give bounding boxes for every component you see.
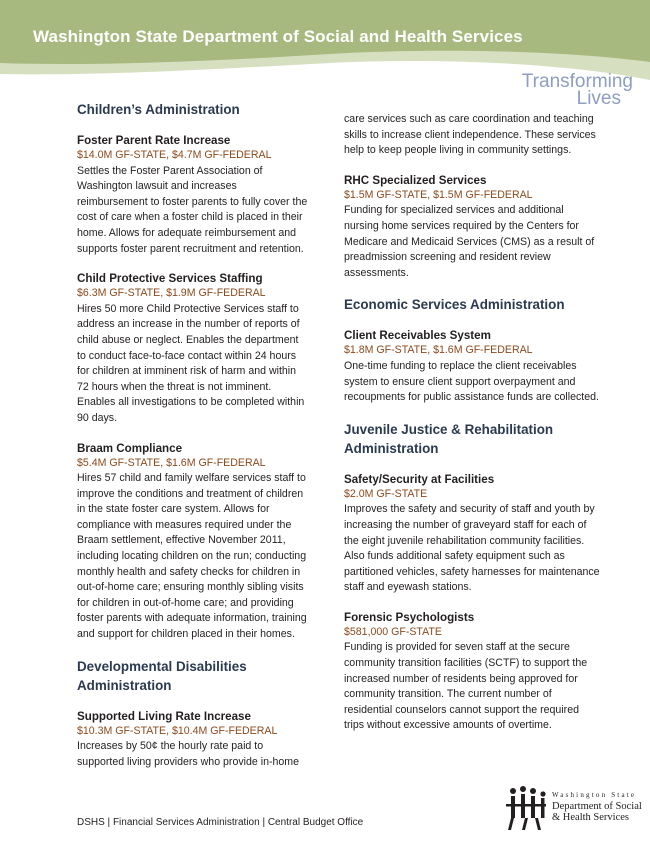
- logo-line-3: & Health Services: [552, 812, 629, 823]
- item-body: Settles the Foster Parent Association of Washington lawsuit and increases reimbursement to foster parents to fully cover the cost of care when a foster child is placed in their home. Allows for adequate reimbursement and supports foster parent recruitment and retention.: [77, 164, 308, 255]
- item-forensic-psychologists: [344, 610, 600, 734]
- item-body: Hires 57 child and family welfare services staff to improve the conditions and treatment of children in the state foster care system. Allows for compliance with measures required under the Braam settlement, effective November 2011, including locating children on the run; conducting monthly health and safety checks for children in out-of-home care; ensuring monthly sibling visits for children in out-of-home care; and providing foster parents with adequate information, training and support for children placed in their homes.: [77, 472, 307, 641]
- logo-line-1: Washington State: [552, 791, 637, 799]
- item-braam-compliance: [77, 441, 309, 643]
- tagline: [522, 73, 633, 107]
- dshs-logo-text: [552, 790, 642, 823]
- item-body: Funding is provided for seven staff at the secure community transition facilities (SCTF) to support the increased number of residents being approved for community transition. The current number of residential counselors cannot support the required trips without excessive amounts of overtime.: [344, 641, 588, 732]
- header-banner: [0, 0, 650, 80]
- item-title: RHC Specialized Services: [344, 173, 487, 187]
- item-title: Client Receivables System: [344, 329, 491, 343]
- tagline-line2: Lives: [576, 88, 621, 109]
- item-title: Safety/Security at Facilities: [344, 472, 495, 486]
- right-column: [344, 112, 600, 748]
- item-body: Hires 50 more Child Protective Services staff to address an increase in the number of reports of child abuse or neglect. Enables the department to conduct face-to-face contact within 24 hours for children at imminent risk of harm and within 72 hours when the threat is not imminent. Enables all investigations to be completed within 90 days.: [77, 302, 305, 424]
- section-childrens-administration: [77, 100, 309, 643]
- left-column: [77, 100, 309, 784]
- item-title: Child Protective Services Staffing: [77, 272, 263, 286]
- item-funding: $581,000 GF-STATE: [344, 625, 442, 638]
- section-heading: Children’s Administration: [77, 102, 240, 117]
- tagline-line1: Transforming: [521, 71, 633, 92]
- item-client-receivables: [344, 328, 600, 405]
- banner-title: Washington State Department of Social and Health Services: [33, 27, 523, 46]
- section-juvenile-justice: [344, 420, 600, 734]
- item-body: Funding for specialized services and additional nursing home services required by the Centers for Medicare and Medicaid Services (CMS) as a result of preadmission screening and resident review assessments.: [344, 204, 595, 279]
- item-safety-security: [344, 472, 600, 596]
- item-foster-parent-rate: [77, 133, 309, 257]
- item-funding: $14.0M GF-STATE, $4.7M GF-FEDERAL: [77, 149, 272, 161]
- item-title: Foster Parent Rate Increase: [77, 134, 231, 147]
- item-title: Forensic Psychologists: [344, 610, 475, 624]
- item-body: Increases by 50¢ the hourly rate paid to supported living providers who provide in-home: [77, 740, 299, 768]
- section-developmental-disabilities: [77, 657, 309, 771]
- item-funding: $2.0M GF-STATE: [344, 487, 428, 500]
- footer-text: DSHS | Financial Services Administration | Central Budget Office: [77, 817, 364, 828]
- item-funding: $1.5M GF-STATE, $1.5M GF-FEDERAL: [344, 188, 533, 201]
- item-title: Braam Compliance: [77, 441, 183, 455]
- item-supported-living-rate: [77, 709, 309, 771]
- section-heading: Juvenile Justice & Rehabilitation Administration: [344, 421, 554, 456]
- item-title: Supported Living Rate Increase: [77, 709, 251, 723]
- item-continued-text: [344, 112, 600, 159]
- logo-line-2: Department of Social: [552, 801, 642, 812]
- item-rhc-specialized: [344, 173, 600, 282]
- section-heading: Economic Services Administration: [344, 297, 565, 313]
- section-continued: [344, 112, 600, 281]
- item-funding: $10.3M GF-STATE, $10.4M GF-FEDERAL: [77, 724, 278, 737]
- section-economic-services: [344, 295, 600, 405]
- item-funding: $5.4M GF-STATE, $1.6M GF-FEDERAL: [77, 456, 266, 469]
- section-heading: Developmental Disabilities Administration: [77, 658, 247, 693]
- item-funding: $6.3M GF-STATE, $1.9M GF-FEDERAL: [77, 287, 266, 300]
- item-funding: $1.8M GF-STATE, $1.6M GF-FEDERAL: [344, 344, 533, 357]
- item-body: Improves the safety and security of staff and youth by increasing the number of graveyard staff for each of the eight juvenile rehabilitation community facilities. Also funds additional safety equipment such as partitioned vehicles, safety harnesses for maintenance staff and eyewash stations.: [344, 503, 600, 594]
- item-cps-staffing: [77, 271, 309, 426]
- item-body: care services such as care coordination and teaching skills to increase client independence. These services help to keep people living in community settings.: [344, 113, 596, 157]
- item-body: One-time funding to replace the client receivables system to ensure client support overpayment and recoupments for public assistance funds are collected.: [344, 359, 599, 404]
